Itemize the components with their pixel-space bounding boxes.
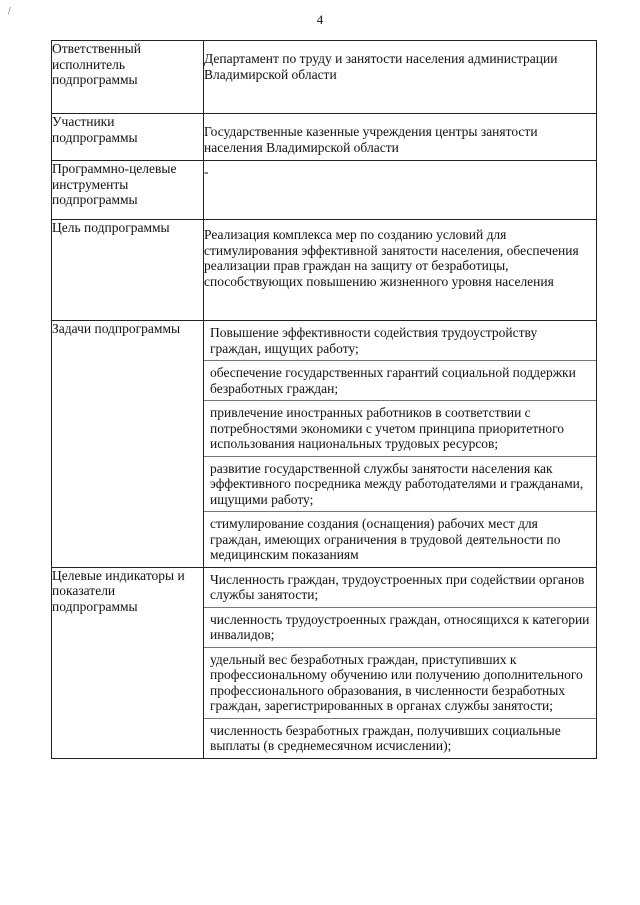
table-row (52, 220, 597, 321)
row-value: Реализация комплекса мер по созданию условий для стимулирования эффективной занятости населения, обеспечения реализации прав граждан на защиту от безработицы, способствующих повышению жизненного уровня населения (204, 220, 597, 321)
row-value-list (204, 321, 597, 568)
corner-mark: / (8, 6, 11, 17)
list-item: развитие государственной службы занятости населения как эффективного посредника между работодателями и гражданами, ищущими работу; (204, 457, 596, 513)
row-label: Задачи подпрограммы (52, 321, 204, 568)
row-label: Цель подпрограммы (52, 220, 204, 321)
table-row (52, 567, 597, 758)
table-row (52, 321, 597, 568)
row-value: Департамент по труду и занятости населения администрации Владимирской области (204, 41, 597, 114)
row-value: Государственные казенные учреждения центры занятости населения Владимирской области (204, 114, 597, 161)
list-item: численность трудоустроенных граждан, относящихся к категории инвалидов; (204, 608, 596, 648)
list-item: удельный вес безработных граждан, приступивших к профессиональному обучению или получению дополнительного профессионального образования, в численности безработных граждан, зарегистрированных в органах службы занятости; (204, 648, 596, 719)
row-value-list (204, 567, 597, 758)
row-label: Программно-целевые инструменты подпрограммы (52, 161, 204, 220)
list-item: Повышение эффективности содействия трудоустройству граждан, ищущих работу; (204, 321, 596, 361)
table-row (52, 114, 597, 161)
list-item: стимулирование создания (оснащения) рабочих мест для граждан, имеющих ограничения в трудовой деятельности по медицинским показаниям (210, 516, 561, 562)
list-item: численность безработных граждан, получивших социальные выплаты (в среднемесячном исчислении); (210, 722, 561, 753)
row-value: - (204, 161, 597, 220)
list-item: Численность граждан, трудоустроенных при содействии органов службы занятости; (204, 568, 596, 608)
subprogram-passport-table (51, 40, 597, 759)
table-row (52, 161, 597, 220)
page-number: 4 (316, 12, 324, 27)
row-label: Участники подпрограммы (52, 114, 204, 161)
list-item: обеспечение государственных гарантий социальной поддержки безработных граждан; (204, 361, 596, 401)
table-row (52, 41, 597, 114)
list-item: привлечение иностранных работников в соответствии с потребностями экономики с учетом принципа приоритетного использования национальных трудовых ресурсов; (204, 401, 596, 457)
row-label: Целевые индикаторы и показатели подпрограммы (52, 567, 204, 758)
row-label: Ответственный исполнитель подпрограммы (52, 41, 204, 114)
